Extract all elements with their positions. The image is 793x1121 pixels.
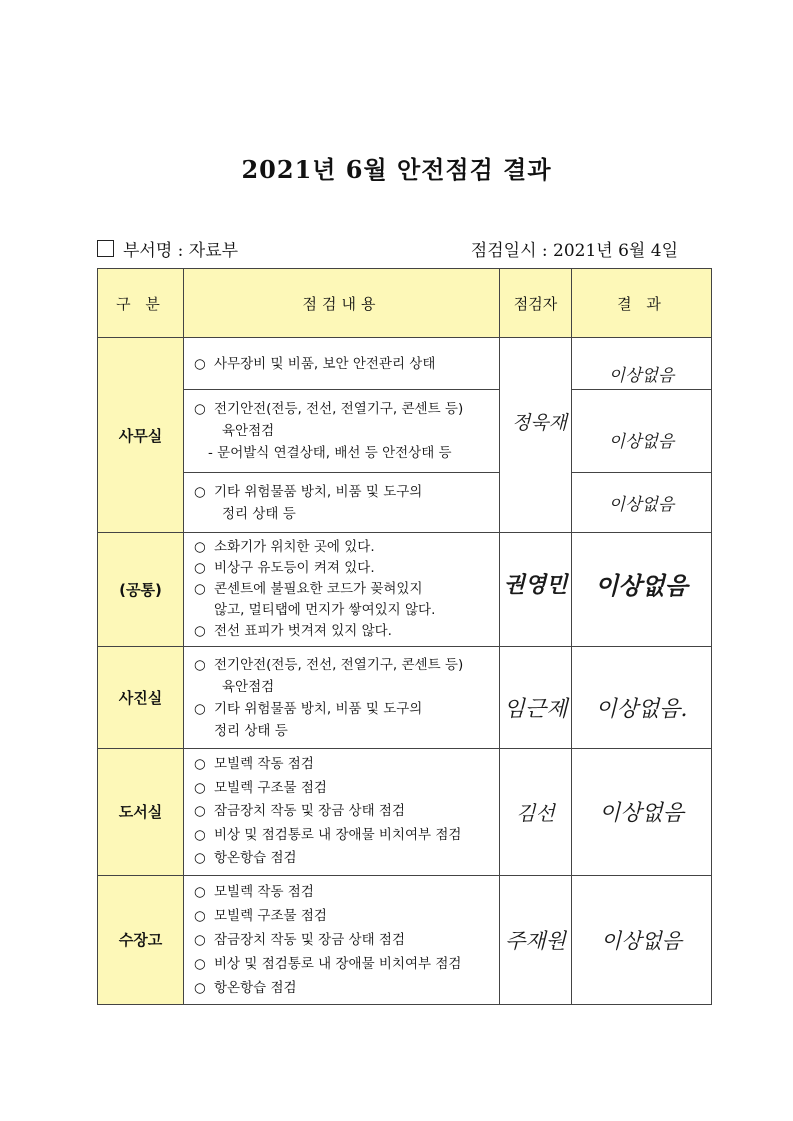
inspection-table [97,268,712,1005]
table-row [98,875,712,1004]
inspector-signature: 권영민 [500,533,572,647]
content-line: 기타 위험물품 방치, 비품 및 도구의 [214,700,423,717]
header-result: 결 과 [572,269,712,338]
content-line: 사무장비 및 비품, 보안 안전관리 상태 [214,355,436,372]
table-row [98,647,712,749]
category-library: 도서실 [98,749,184,876]
content-line: - 문어발식 연결상태, 배선 등 안전상태 등 [208,445,452,461]
content-line: 전기안전(전등, 전선, 전열기구, 콘센트 등) [214,401,464,417]
table-row [98,533,712,647]
inspector-signature: 정욱재 [500,338,572,533]
content-cell: ○ 전기안전(전등, 전선, 전열기구, 콘센트 등) 육안점검 - 문어발식 연결상태, 배선 등 안전상태 등 [184,390,500,473]
content-line: 기타 위험물품 방치, 비품 및 도구의 [214,483,423,500]
content-line: 모빌렉 구조물 점검 [214,779,327,796]
content-line: 모빌렉 작동 점검 [214,756,314,772]
category-photo: 사진실 [98,647,184,749]
category-office: 사무실 [98,338,184,533]
table-row [98,749,712,876]
checkbox-icon [97,240,114,257]
content-line: 비상구 유도등이 켜져 있다. [214,560,375,576]
table-row [98,473,712,533]
content-line: 잠금장치 작동 및 장금 상태 점검 [214,931,405,948]
header-inspector: 점검자 [500,269,572,338]
content-cell: ○ 모빌렉 작동 점검 ○ 모빌렉 구조물 점검 ○ 잠금장치 작동 및 장금 상태 점검 ○ 비상 및 점검통로 내 장애물 비치여부 점검 ○ 항온항습 점검 [184,749,500,876]
result-cell: 이상없음 [572,749,712,876]
header-content: 점검내용 [184,269,500,338]
content-line: 비상 및 점검통로 내 장애물 비치여부 점검 [214,826,462,843]
content-line: 잠금장치 작동 및 장금 상태 점검 [214,803,405,819]
content-cell: ○ 사무장비 및 비품, 보안 안전관리 상태 [184,338,500,390]
header-row [98,269,712,338]
content-line: 항온항습 점검 [214,850,297,866]
content-line: 비상 및 점검통로 내 장애물 비치여부 점검 [214,955,462,972]
result-cell: 이상없음 [572,875,712,1004]
content-line: 항온항습 점검 [214,979,297,996]
content-line: 콘센트에 불필요한 코드가 꽂혀있지 [214,581,423,597]
department-label: 부서명 : 자료부 [123,241,239,261]
category-storage: 수장고 [98,875,184,1004]
header-category: 구 분 [98,269,184,338]
content-cell: ○ 전기안전(전등, 전선, 전열기구, 콘센트 등) 육안점검 ○ 기타 위험물품 방치, 비품 및 도구의 정리 상태 등 [184,647,500,749]
content-cell: ○ 모빌렉 작동 점검 ○ 모빌렉 구조물 점검 ○ 잠금장치 작동 및 장금 상태 점검 ○ 비상 및 점검통로 내 장애물 비치여부 점검 ○ 항온항습 점검 [184,875,500,1004]
content-line: 모빌렉 구조물 점검 [214,907,327,924]
content-line: 육안점검 [222,678,275,695]
inspection-date: 점검일시 : 2021년 6월 4일 [470,241,678,261]
content-line: 육안점검 [222,423,275,439]
table-row [98,390,712,473]
category-common: (공통) [98,533,184,647]
content-line: 않고, 멀티탭에 먼지가 쌓여있지 않다. [214,602,436,618]
inspector-signature: 임근제 [500,647,572,749]
table-row [98,338,712,390]
content-line: 모빌렉 작동 점검 [214,883,314,900]
result-cell: 이상없음 [572,338,712,390]
content-line: 정리 상태 등 [214,722,288,739]
content-line: 전기안전(전등, 전선, 전열기구, 콘센트 등) [214,656,464,673]
content-line: 소화기가 위치한 곳에 있다. [214,539,375,555]
result-cell: 이상없음. [572,647,712,749]
department-line [97,236,238,261]
content-line: 전선 표피가 벗겨져 있지 않다. [214,623,392,639]
result-cell: 이상없음 [572,533,712,647]
content-cell: ○ 소화기가 위치한 곳에 있다. ○ 비상구 유도등이 켜져 있다. ○ 콘센트에 불필요한 코드가 꽂혀있지 않고, 멀티탭에 먼지가 쌓여있지 않다. ○ 전선 표피가 벗겨져 있지 않다. [184,533,500,647]
result-cell: 이상없음 [572,473,712,533]
inspector-signature: 김선 [500,749,572,876]
content-cell: ○ 기타 위험물품 방치, 비품 및 도구의 정리 상태 등 [184,473,500,533]
result-cell: 이상없음 [572,390,712,473]
page-title: 2021년 6월 안전점검 결과 [241,155,552,184]
content-line: 정리 상태 등 [222,505,296,522]
inspector-signature: 주재원 [500,875,572,1004]
